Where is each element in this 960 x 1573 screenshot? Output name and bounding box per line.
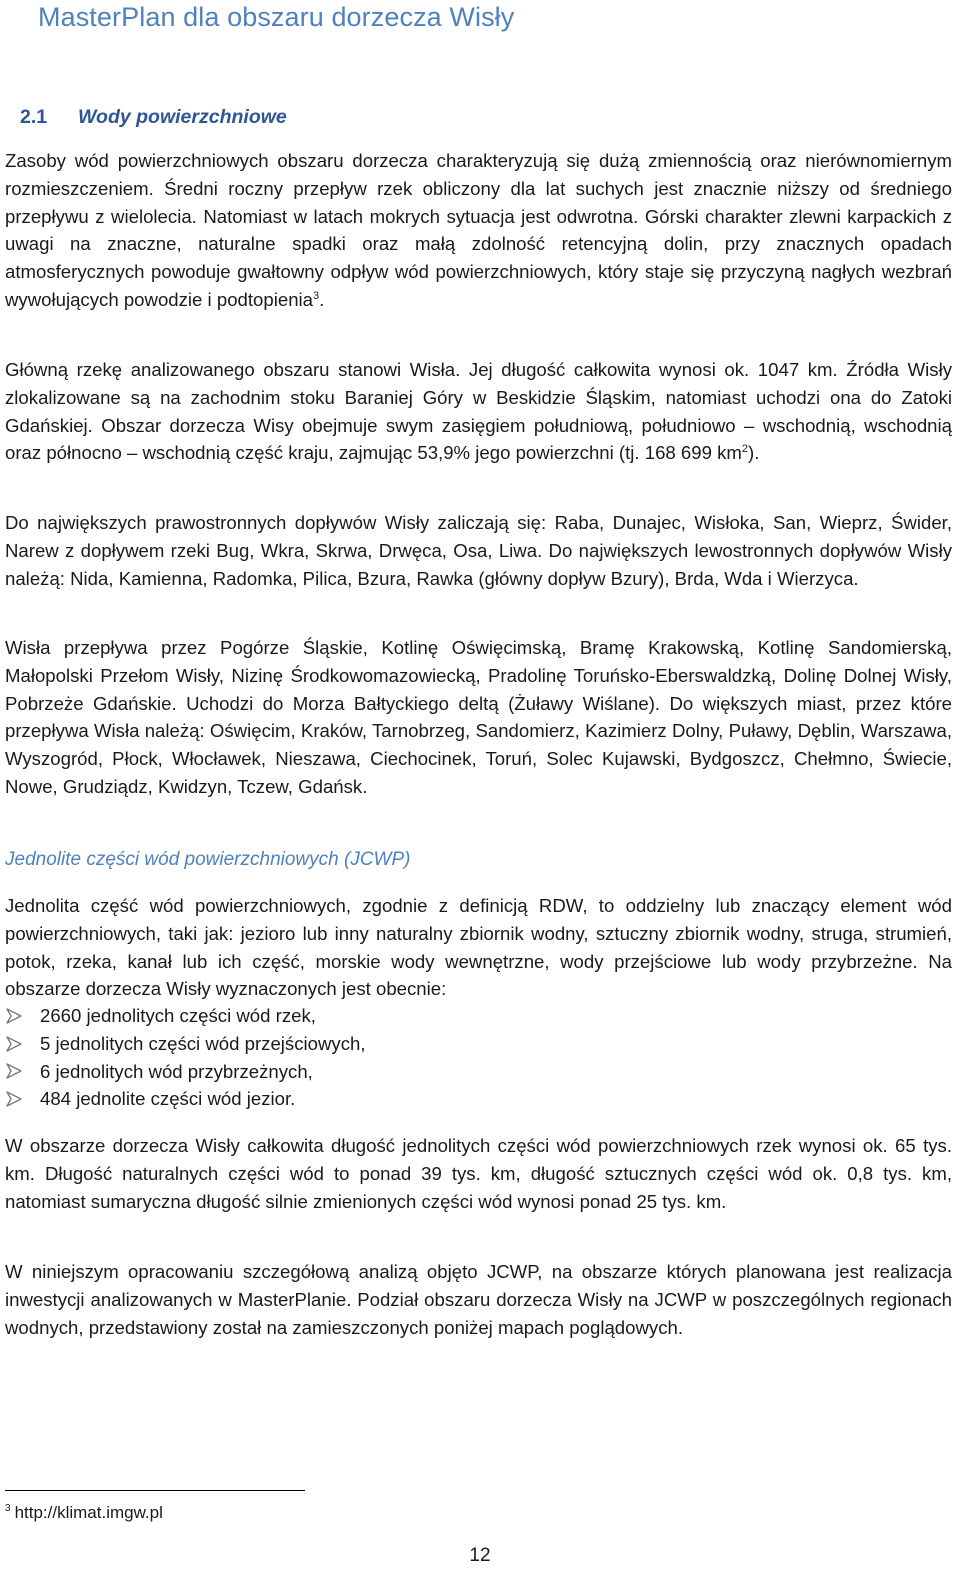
paragraph-2-end: ). bbox=[748, 442, 760, 464]
list-item bbox=[5, 1058, 366, 1086]
paragraph-3 bbox=[5, 509, 952, 592]
list-item bbox=[5, 1085, 366, 1113]
paragraph-4-text: Wisła przepływa przez Pogórze Śląskie, Kotlinę Oświęcimską, Bramę Krakowską, Kotlinę Sandomierską, Małopolski Przełom Wisły, Nizinę Środkowomazowiecką, Pradolinę Toruńsko-Eberswaldzką, Dolinę Dolnej Wisły, Pobrzeże Gdańskie. Uchodzi do Morza Bałtyckiego deltą (Żuławy Wiślane). Do większych miast, przez które przepływa Wisła należą: Oświęcim, Kraków, Tarnobrzeg, Sandomierz, Kazimierz Dolny, Puławy, Dęblin, Warszawa, Wyszogród, Płock, Włocławek, Nieszawa, Ciechocinek, Toruń, Solec Kujawski, Bydgoszcz, Chełmno, Świecie, Nowe, Grudziądz, Kwidzyn, Tczew, Gdańsk. bbox=[5, 637, 952, 797]
paragraph-1-end: . bbox=[319, 288, 325, 310]
arrow-bullet-icon bbox=[5, 1090, 40, 1108]
section-number: 2.1 bbox=[20, 106, 48, 128]
list-item-text: 5 jednolitych części wód przejściowych, bbox=[40, 1032, 366, 1054]
paragraph-2 bbox=[5, 356, 952, 467]
paragraph-1-text: Zasoby wód powierzchniowych obszaru dorzecza charakteryzują się dużą zmiennością oraz nierównomiernym rozmieszczeniem. Średni roczny przepływ rzek obliczony dla lat suchych jest znacznie niższy od średniego przepływu z wielolecia. Natomiast w latach mokrych sytuacja jest odwrotna. Górski charakter zlewni karpackich z uwagi na znaczne, naturalne spadki oraz małą zdolność retencyjną dolin, przy znacznych opadach atmosferycznych powoduje gwałtowny odpływ wód powierzchniowych, który staje się przyczyną nagłych wezbrań wywołujących powodzie i podtopienia bbox=[5, 150, 952, 310]
superscript-2: 2 bbox=[741, 443, 749, 456]
paragraph-6 bbox=[5, 1132, 952, 1215]
subheading-jcwp: Jednolite części wód powierzchniowych (JCWP) bbox=[5, 849, 411, 870]
list-item-text: 6 jednolitych wód przybrzeżnych, bbox=[40, 1060, 313, 1082]
list-item bbox=[5, 1030, 366, 1058]
footnote-divider bbox=[5, 1490, 305, 1491]
footnote bbox=[5, 1503, 163, 1523]
section-heading bbox=[20, 106, 287, 129]
section-title: Wody powierzchniowe bbox=[78, 106, 287, 128]
paragraph-7-text: W niniejszym opracowaniu szczegółową analizą objęto JCWP, na obszarze których planowana jest realizacja inwestycji analizowanych w MasterPlanie. Podział obszaru dorzecza Wisły na JCWP w poszczególnych regionach wodnych, przedstawiony został na zamieszczonych poniżej mapach poglądowych. bbox=[5, 1261, 952, 1338]
list-item bbox=[5, 1002, 366, 1030]
paragraph-4 bbox=[5, 634, 952, 801]
arrow-bullet-icon bbox=[5, 1007, 40, 1025]
paragraph-5 bbox=[5, 892, 952, 1003]
footnote-ref[interactable]: 3 bbox=[313, 289, 320, 302]
arrow-bullet-icon bbox=[5, 1035, 40, 1053]
list-item-text: 484 jednolite części wód jezior. bbox=[40, 1088, 296, 1110]
page-number: 12 bbox=[469, 1545, 491, 1566]
paragraph-3-text: Do największych prawostronnych dopływów Wisły zaliczają się: Raba, Dunajec, Wisłoka, San, Wieprz, Świder, Narew z dopływem rzeki Bug, Wkra, Skrwa, Drwęca, Osa, Liwa. Do największych lewostronnych dopływów Wisły należą: Nida, Kamienna, Radomka, Pilica, Bzura, Rawka (główny dopływ Bzury), Brda, Wda i Wierzyca. bbox=[5, 512, 952, 589]
paragraph-5-text: Jednolita część wód powierzchniowych, zgodnie z definicją RDW, to oddzielny lub znaczący element wód powierzchniowych, taki jak: jezioro lub inny naturalny zbiornik wodny, sztuczny zbiornik wodny, struga, strumień, potok, rzeka, kanał lub ich część, morskie wody wewnętrzne, wody przejściowe lub wody przybrzeżne. Na obszarze dorzecza Wisły wyznaczonych jest obecnie: bbox=[5, 895, 952, 1000]
paragraph-1 bbox=[5, 147, 952, 314]
page-header-title: MasterPlan dla obszaru dorzecza Wisły bbox=[38, 2, 515, 32]
footnote-link[interactable]: http://klimat.imgw.pl bbox=[14, 1503, 163, 1522]
paragraph-2-text: Główną rzekę analizowanego obszaru stanowi Wisła. Jej długość całkowita wynosi ok. 1047 km. Źródła Wisły zlokalizowane są na zachodnim stoku Baraniej Góry w Beskidzie Śląskim, natomiast uchodzi ona do Zatoki Gdańskiej. Obszar dorzecza Wisy obejmuje swym zasięgiem południową, południowo – wschodnią, wschodnią oraz północno – wschodnią część kraju, zajmując 53,9% jego powierzchni (tj. 168 699 km bbox=[5, 359, 952, 464]
list-item-text: 2660 jednolitych części wód rzek, bbox=[40, 1005, 316, 1026]
jcwp-list bbox=[5, 1002, 366, 1113]
paragraph-6-text: W obszarze dorzecza Wisły całkowita długość jednolitych części wód powierzchniowych rzek wynosi ok. 65 tys. km. Długość naturalnych części wód to ponad 39 tys. km, długość sztucznych części wód ok. 0,8 tys. km, natomiast sumaryczna długość silnie zmienionych części wód wynosi ponad 25 tys. km. bbox=[5, 1135, 952, 1212]
arrow-bullet-icon bbox=[5, 1062, 40, 1080]
footnote-marker: 3 bbox=[5, 1503, 11, 1515]
paragraph-7 bbox=[5, 1258, 952, 1341]
